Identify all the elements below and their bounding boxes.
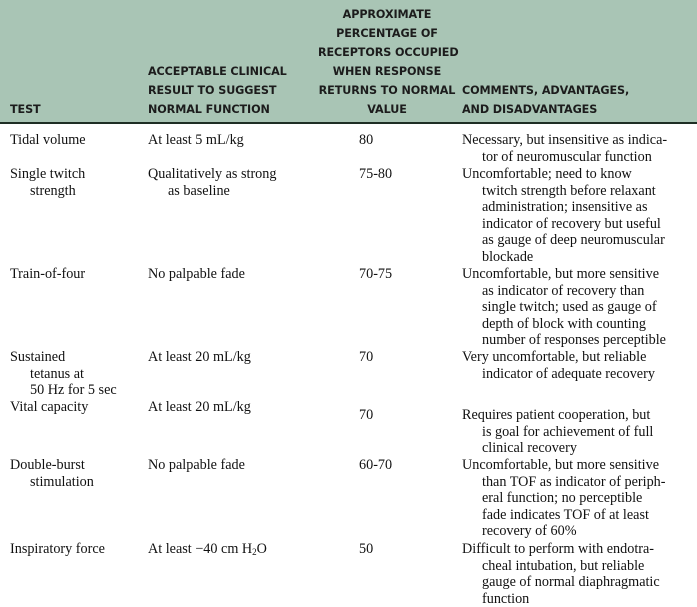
result-line: At least 20 mL/kg (148, 349, 251, 365)
cell-result (148, 541, 318, 558)
test-line: Vital capacity (10, 399, 89, 415)
comment-line: Uncomfortable, but more sensitive (462, 266, 659, 282)
comment-line: indicator of recovery but useful (482, 215, 661, 232)
cell-percentage: 50 (359, 541, 374, 557)
header-percentage-line: PERCENTAGE OF (336, 27, 438, 40)
comment-line: indicator of adequate recovery (482, 365, 655, 382)
result-line (148, 541, 318, 558)
comment-line: as gauge of deep neuromuscular (482, 232, 665, 248)
result-line: No palpable fade (148, 457, 245, 473)
cell-test (10, 457, 138, 490)
test-line: 50 Hz for 5 sec (30, 382, 117, 398)
cell-test (10, 132, 138, 149)
cell-test (10, 349, 138, 399)
header-percentage (318, 5, 459, 119)
cell-percentage: 70-75 (359, 266, 393, 282)
cell-percentage: 60-70 (359, 457, 393, 473)
cell-comments (462, 166, 697, 265)
cell-test (10, 399, 138, 416)
result-subscript: 2 (252, 547, 257, 557)
cell-result (148, 457, 318, 474)
test-line: Inspiratory force (10, 541, 105, 557)
header-comments (462, 81, 629, 119)
comment-line: single twitch; used as gauge of (482, 299, 657, 315)
header-comments-line: COMMENTS, ADVANTAGES, (462, 84, 630, 97)
header-percentage-line: RETURNS TO NORMAL (318, 84, 456, 97)
cell-comments (462, 349, 697, 382)
table-header (0, 0, 697, 124)
comment-line: recovery of 60% (482, 523, 577, 539)
test-line: Train-of-four (10, 266, 86, 282)
result-line: No palpable fade (148, 266, 245, 282)
cell-test (10, 166, 138, 199)
comment-line: number of responses perceptible (482, 332, 666, 348)
comment-line: clinical recovery (482, 440, 577, 456)
comment-line: fade indicates TOF of at least (482, 506, 649, 523)
comment-line: tor of neuromuscular function (482, 148, 652, 165)
comment-line: Necessary, but insensitive as indica- (462, 132, 668, 148)
comment-line: as indicator of recovery than (482, 282, 645, 299)
cell-test (10, 541, 138, 558)
header-result-line: RESULT TO SUGGEST (148, 84, 277, 97)
comment-line: Very uncomfortable, but reliable (462, 349, 647, 365)
comment-line: Uncomfortable, but more sensitive (462, 457, 659, 473)
comment-line: twitch strength before relaxant (482, 182, 656, 199)
cell-result (148, 399, 318, 416)
result-line: At least 5 mL/kg (148, 132, 244, 148)
cell-percentage: 70 (359, 349, 374, 365)
comment-line: function (482, 590, 530, 607)
test-line: Single twitch (10, 166, 86, 182)
comment-line: blockade (482, 248, 534, 265)
header-percentage-line: WHEN RESPONSE (332, 65, 442, 78)
test-line: Double-burst (10, 457, 85, 473)
cell-result (148, 166, 318, 199)
comment-line: Difficult to perform with endotra- (462, 541, 655, 557)
header-result-line: ACCEPTABLE CLINICAL (148, 65, 287, 78)
header-test (10, 100, 41, 119)
cell-result (148, 266, 318, 283)
result-text-end: O (256, 541, 267, 557)
comment-line: administration; insensitive as (482, 199, 648, 215)
cell-percentage: 80 (359, 132, 374, 148)
header-percentage-line: VALUE (367, 103, 407, 116)
test-line: strength (30, 182, 76, 199)
header-test-line: TEST (10, 103, 41, 116)
result-line: At least 20 mL/kg (148, 399, 251, 415)
header-result-line: NORMAL FUNCTION (148, 103, 270, 116)
cell-comments (462, 407, 697, 457)
result-line: Qualitatively as strong (148, 166, 277, 182)
comment-line: Requires patient cooperation, but (462, 407, 651, 423)
comment-line: cheal intubation, but reliable (482, 557, 645, 574)
comment-line: than TOF as indicator of periph- (482, 473, 666, 490)
test-line: tetanus at (30, 365, 84, 382)
result-text: At least −40 cm H (148, 541, 253, 557)
cell-comments (462, 266, 697, 349)
header-result (148, 62, 287, 119)
header-comments-line: AND DISADVANTAGES (462, 103, 598, 116)
test-line: stimulation (30, 473, 94, 490)
cell-result (148, 349, 318, 366)
cell-comments (462, 541, 697, 607)
header-percentage-line: APPROXIMATE (342, 8, 432, 21)
cell-test (10, 266, 138, 283)
comment-line: gauge of normal diaphragmatic (482, 574, 660, 590)
test-line: Tidal volume (10, 132, 86, 148)
cell-result (148, 132, 318, 149)
cell-percentage: 70 (359, 407, 374, 423)
comment-line: eral function; no perceptible (482, 490, 643, 506)
test-line: Sustained (10, 349, 66, 365)
cell-comments (462, 132, 697, 165)
cell-percentage: 75-80 (359, 166, 393, 182)
cell-comments (462, 457, 697, 540)
comment-line: depth of block with counting (482, 315, 646, 332)
result-line: as baseline (168, 182, 230, 199)
header-percentage-line: RECEPTORS OCCUPIED (318, 46, 459, 59)
comment-line: is goal for achievement of full (482, 423, 654, 440)
comment-line: Uncomfortable; need to know (462, 166, 632, 182)
